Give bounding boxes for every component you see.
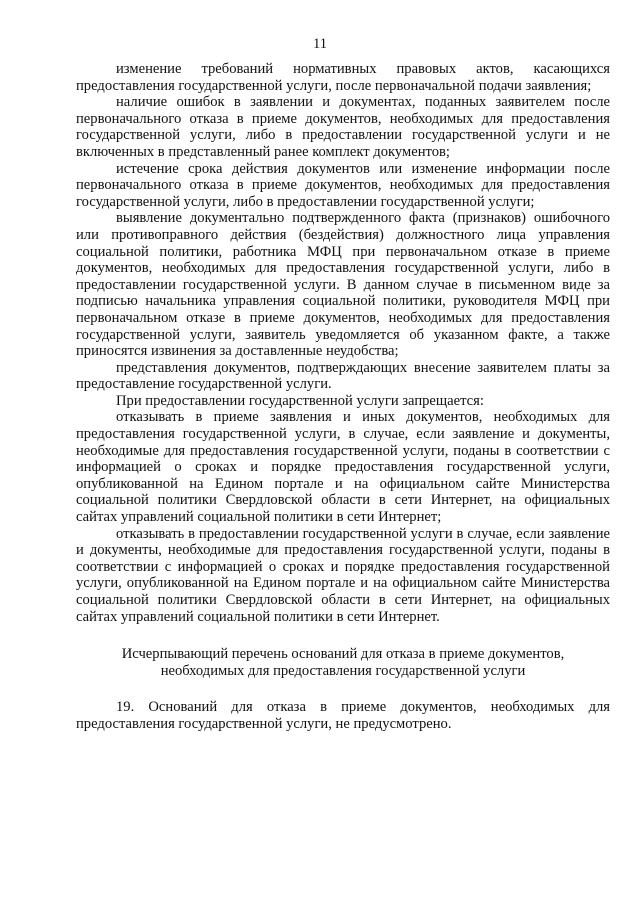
paragraph-refuse-service: отказывать в предоставлении государственной услуги в случае, если заявление и документы, необходимые для предоставления государственной услуги, поданы в соответствии с информацией о сроках и порядке предоставления государственной услуги, опубликованной на Едином портале и на официальном сайте Министерства социальной политики Свердловской области в сети Интернет, на официальных сайтах управлений социальной политики в сети Интернет.: [76, 525, 610, 625]
paragraph-prohibited-intro: При предоставлении государственной услуги запрещается:: [116, 392, 484, 409]
paragraph-payment: представления документов, подтверждающих внесение заявителем платы за предоставление государственной услуги.: [76, 359, 610, 393]
section-heading: [76, 646, 610, 679]
paragraph-errors: наличие ошибок в заявлении и документах, поданных заявителем после первоначального отказа в приеме документов, необходимых для предоставления государственной услуги, либо в предоставлении государственной услуги и не включенных в представленный ранее комплект документов;: [76, 94, 610, 160]
paragraph-19: 19. Оснований для отказа в приеме документов, необходимых для предоставления государственной услуги, не предусмотрено.: [76, 699, 610, 732]
paragraph-requirements-change: изменение требований нормативных правовых актов, касающихся предоставления государственной услуги, после первоначальной подачи заявления;: [76, 61, 610, 94]
paragraph-misconduct: выявление документально подтвержденного факта (признаков) ошибочного или противоправного действия (бездействия) должностного лица управления социальной политики, работника МФЦ при первоначальном отказе в приеме документов, необходимых для предоставления государственной услуги, либо в предоставлении государственной услуги. В данном случае в письменном виде за подписью начальника управления социальной политики, руководителя МФЦ при первоначальном отказе в приеме документов, необходимых для предоставления государственной услуги, заявитель уведомляется об указанном факте, а также приносятся извинения за доставленные неудобства;: [76, 210, 610, 360]
paragraph-expiry: истечение срока действия документов или изменение информации после первоначального отказа в приеме документов, необходимых для предоставления государственной услуги, либо в предоставлении государственной услуги;: [76, 160, 610, 210]
section-heading-line2: необходимых для предоставления государственной услуги: [160, 662, 526, 679]
document-body: [76, 61, 610, 733]
page-number: 11: [312, 36, 328, 52]
section-heading-line1: Исчерпывающий перечень оснований для отказа в приеме документов,: [121, 646, 565, 663]
paragraph-refuse-acceptance: отказывать в приеме заявления и иных документов, необходимых для предоставления государственной услуги, в случае, если заявление и документы, необходимые для предоставления государственной услуги, поданы в соответствии с информацией о сроках и порядке предоставления государственной услуги, опубликованной на Едином портале и на официальном сайте Министерства социальной политики Свердловской области в сети Интернет, на официальных сайтах управлений социальной политики в сети Интернет;: [76, 409, 610, 526]
